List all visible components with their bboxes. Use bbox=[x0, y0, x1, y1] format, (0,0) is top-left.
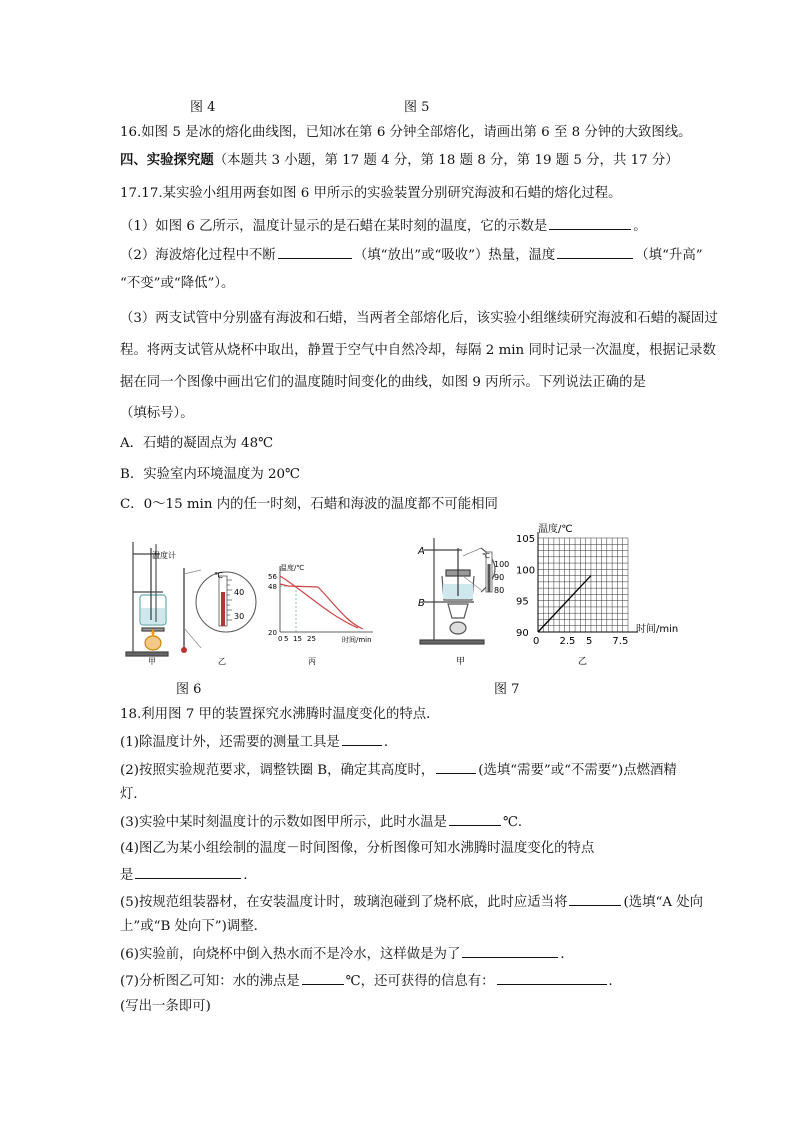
q17-part3-l4: （填标号）。 bbox=[120, 406, 194, 421]
q18-part2-text: (2)按照实验规范要求，调整铁圈 B，确定其高度时， bbox=[120, 763, 435, 778]
fig4-caption: 图 4 bbox=[190, 100, 216, 115]
fig7-unit: ℃ bbox=[482, 552, 490, 560]
fig6-y20: 20 bbox=[268, 629, 277, 637]
fig7-t100: 100 bbox=[494, 560, 510, 569]
q18-part7-end: ． bbox=[608, 974, 622, 989]
q18-part6-text: (6)实验前，向烧杯中倒入热水而不是冷水，这样做是为了 bbox=[120, 947, 461, 962]
option-a: A．石蜡的凝固点为 48℃ bbox=[120, 436, 274, 451]
q18-part4: (4)图乙为某小组绘制的温度－时间图像，分析图像可知水沸腾时温度变化的特点 bbox=[120, 841, 595, 856]
fig7-yi-label: 乙 bbox=[578, 657, 588, 667]
fig7-jia-label: 甲 bbox=[456, 657, 466, 667]
q18-part3 bbox=[120, 813, 531, 832]
section-4-desc: （本题共 3 小题，第 17 题 4 分，第 18 题 8 分，第 19 题 5 分，共 17 分） bbox=[213, 153, 679, 168]
q18-part3-end: ℃． bbox=[502, 815, 532, 830]
q18-part7-text: (7)分析图乙可知：水的沸点是 bbox=[120, 974, 300, 989]
fig6-caption: 图 6 bbox=[176, 682, 202, 697]
question-16: 16.如图 5 是冰的熔化曲线图，已知冰在第 6 分钟全部熔化，请画出第 6 至 8 分钟的大致图线。 bbox=[120, 125, 692, 140]
q17-part2-cont: “不变”或“降低”）。 bbox=[120, 276, 235, 291]
fig6-cooling-graph bbox=[268, 563, 373, 644]
q18-part1 bbox=[120, 733, 397, 752]
chart-xlabel: 时间/min bbox=[636, 624, 679, 635]
q18-part5-text: (5)按规范组装器材，在安装温度计时，玻璃泡碰到了烧杯底，此时应适当将 bbox=[120, 895, 568, 910]
answer-blank[interactable] bbox=[135, 866, 241, 879]
q18-part7-text-b: ℃，还可获得的信息有： bbox=[345, 974, 495, 989]
y-tick-label: 95 bbox=[516, 596, 529, 608]
q18-part3-text: (3)实验中某时刻温度计的示数如图甲所示，此时水温是 bbox=[120, 815, 447, 830]
scale-40: 40 bbox=[234, 588, 245, 597]
answer-blank[interactable] bbox=[462, 945, 558, 958]
option-b: B．实验室内环境温度为 20℃ bbox=[120, 467, 301, 482]
q18-part2 bbox=[120, 761, 677, 780]
fig7-t80: 80 bbox=[494, 586, 505, 595]
figure-6 bbox=[118, 530, 378, 672]
q17-part3-l1: （3）两支试管中分别盛有海波和石蜡，当两者全部熔化后，该实验小组继续研究海波和石蜡的凝固过 bbox=[120, 311, 718, 326]
answer-blank[interactable] bbox=[436, 761, 476, 774]
fig6-jia-label: 甲 bbox=[148, 657, 156, 666]
q18-part5-text-b: (选填“A 处向 bbox=[623, 895, 704, 910]
fig7-caption: 图 7 bbox=[494, 682, 520, 697]
option-c: C．0～15 min 内的任一时刻，石蜡和海波的温度都不可能相同 bbox=[120, 497, 498, 512]
fig5-caption: 图 5 bbox=[404, 100, 430, 115]
q17-part3-l3: 据在同一个图像中画出它们的温度随时间变化的曲线，如图 9 丙所示。下列说法正确的是 bbox=[120, 375, 646, 390]
answer-blank[interactable] bbox=[449, 813, 501, 826]
fig6-x25: 25 bbox=[307, 635, 316, 643]
q17-part1-end: 。 bbox=[633, 219, 647, 234]
fig6-xlabel: 时间/min bbox=[342, 636, 372, 644]
fig6-y48: 48 bbox=[268, 583, 277, 591]
answer-blank[interactable] bbox=[342, 733, 382, 746]
fig7-chart bbox=[516, 522, 678, 667]
q18-part4-text: 是 bbox=[120, 868, 134, 883]
fig6-unit: ℃ bbox=[214, 571, 223, 580]
q17-part1-text: （1）如图 6 乙所示，温度计显示的是石蜡在某时刻的温度，它的示数是 bbox=[120, 219, 548, 234]
x-tick-label: 7.5 bbox=[612, 636, 629, 647]
chart-ylabel: 温度/℃ bbox=[538, 524, 573, 535]
fig6-y56: 56 bbox=[268, 573, 277, 581]
q17-part2-text: （2）海波熔化过程中不断 bbox=[120, 248, 276, 263]
y-tick-label: 90 bbox=[516, 628, 529, 639]
q18-part4-end: ． bbox=[243, 868, 257, 883]
q17-part2-text-c: （填“升高” bbox=[635, 248, 703, 263]
fig6-x15: 15 bbox=[293, 635, 302, 643]
answer-blank[interactable] bbox=[497, 972, 607, 985]
q18-part5 bbox=[120, 893, 703, 912]
q17-part1 bbox=[120, 217, 647, 236]
fig7-label-b: B bbox=[418, 598, 425, 609]
x-tick-label: 5 bbox=[585, 636, 593, 647]
fig6-bing-label: 丙 bbox=[308, 657, 316, 666]
figure-7 bbox=[414, 520, 694, 672]
section-4-heading bbox=[120, 151, 679, 170]
answer-blank[interactable] bbox=[569, 893, 621, 906]
q17-part2-text-b: （填“放出”或“吸收”）热量，温度 bbox=[353, 248, 556, 263]
fig6-x5: 5 bbox=[284, 635, 289, 643]
fig7-t90: 90 bbox=[494, 573, 505, 582]
q18-part2-text-b: (选填“需要”或“不需要”)点燃酒精 bbox=[478, 763, 677, 778]
fig6-ylabel: 温度/℃ bbox=[280, 564, 305, 572]
answer-blank[interactable] bbox=[278, 246, 352, 259]
thermometer-label: 温度计 bbox=[152, 551, 176, 560]
question-17-stem: 17.17.某实验小组用两套如图 6 甲所示的实验装置分别研究海波和石蜡的熔化过程。 bbox=[120, 186, 622, 201]
q18-part7 bbox=[120, 972, 622, 991]
question-18-stem: 18.利用图 7 甲的装置探究水沸腾时温度变化的特点． bbox=[120, 707, 440, 722]
section-4-title: 四、实验探究题 bbox=[120, 152, 214, 168]
fig7-label-a: A bbox=[418, 546, 425, 557]
fig6-x0: 0 bbox=[278, 635, 283, 643]
q18-part4-cont bbox=[120, 866, 257, 885]
fig6-yi-label: 乙 bbox=[218, 657, 226, 666]
answer-blank[interactable] bbox=[302, 972, 344, 985]
q17-part2 bbox=[120, 246, 703, 265]
q18-part2-cont: 灯． bbox=[120, 787, 147, 802]
q18-part5-cont: 上”或“B 处向下”)调整． bbox=[120, 919, 267, 934]
q18-part1-end: ． bbox=[383, 735, 398, 750]
y-tick-label: 105 bbox=[516, 534, 536, 545]
answer-blank[interactable] bbox=[557, 246, 633, 259]
answer-blank[interactable] bbox=[549, 217, 631, 230]
y-tick-label: 100 bbox=[516, 565, 536, 577]
q18-part6-end: ． bbox=[560, 947, 574, 962]
x-tick-label: 2.5 bbox=[559, 636, 576, 647]
fig6-thermometer-zoom bbox=[181, 568, 256, 653]
x-tick-label: 0 bbox=[533, 636, 540, 647]
scale-30: 30 bbox=[234, 612, 245, 621]
q18-part6 bbox=[120, 945, 574, 964]
q18-part1-text: (1)除温度计外，还需要的测量工具是 bbox=[120, 735, 340, 750]
q18-part7-note: (写出一条即可) bbox=[120, 999, 211, 1014]
q17-part3-l2: 程。将两支试管从烧杯中取出，静置于空气中自然冷却，每隔 2 min 同时记录一次温度，根据记录数 bbox=[120, 343, 716, 358]
